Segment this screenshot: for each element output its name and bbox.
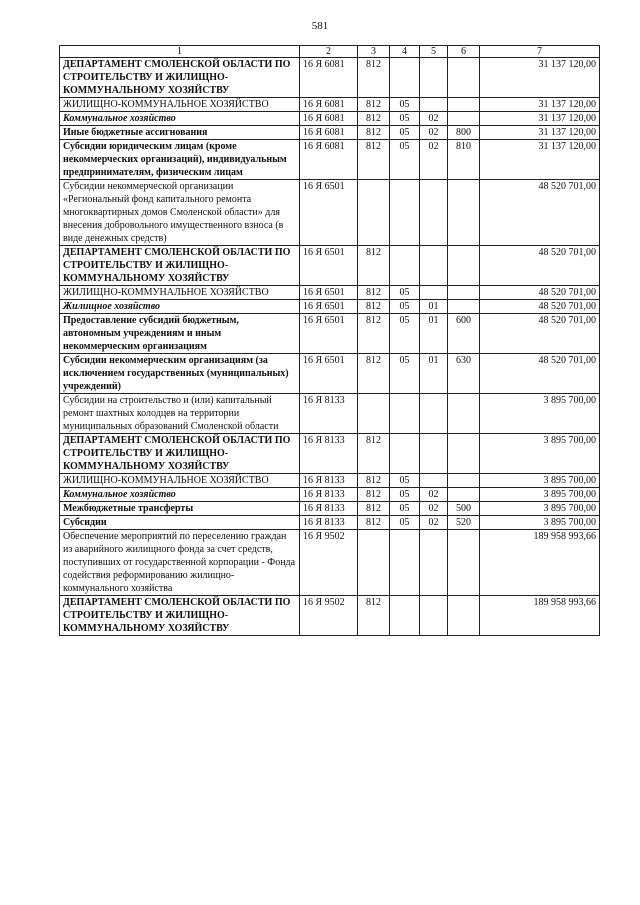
column-header: 1	[60, 46, 300, 58]
row-name-cell: Коммунальное хозяйство	[60, 112, 300, 126]
target-article-cell: 16 Я 6501	[300, 246, 358, 286]
target-article-cell: 16 Я 8133	[300, 488, 358, 502]
target-article-cell: 16 Я 8133	[300, 474, 358, 488]
ministry-code-cell: 812	[358, 488, 390, 502]
ministry-code-cell: 812	[358, 112, 390, 126]
section-code-cell	[390, 180, 420, 246]
target-article-cell: 16 Я 9502	[300, 596, 358, 636]
subsection-code-cell: 01	[420, 354, 448, 394]
ministry-code-cell: 812	[358, 314, 390, 354]
row-name-cell: ЖИЛИЩНО-КОММУНАЛЬНОЕ ХОЗЯЙСТВО	[60, 474, 300, 488]
table-row	[60, 434, 600, 474]
expense-type-cell	[448, 474, 480, 488]
section-code-cell: 05	[390, 286, 420, 300]
table-row	[60, 516, 600, 530]
target-article-cell: 16 Я 6501	[300, 286, 358, 300]
target-article-cell: 16 Я 6081	[300, 126, 358, 140]
table-row	[60, 180, 600, 246]
expense-type-cell	[448, 58, 480, 98]
amount-cell: 31 137 120,00	[480, 98, 600, 112]
subsection-code-cell: 02	[420, 488, 448, 502]
target-article-cell: 16 Я 8133	[300, 516, 358, 530]
expense-type-cell	[448, 434, 480, 474]
row-name-cell: Иные бюджетные ассигнования	[60, 126, 300, 140]
amount-cell: 3 895 700,00	[480, 502, 600, 516]
amount-cell: 48 520 701,00	[480, 314, 600, 354]
expense-type-cell	[448, 112, 480, 126]
table-row	[60, 394, 600, 434]
row-name-cell: Межбюджетные трансферты	[60, 502, 300, 516]
amount-cell: 189 958 993,66	[480, 596, 600, 636]
amount-cell: 48 520 701,00	[480, 246, 600, 286]
expense-type-cell	[448, 98, 480, 112]
section-code-cell: 05	[390, 516, 420, 530]
expense-type-cell: 600	[448, 314, 480, 354]
section-code-cell	[390, 58, 420, 98]
column-header: 5	[420, 46, 448, 58]
row-name-cell: Субсидии	[60, 516, 300, 530]
subsection-code-cell	[420, 474, 448, 488]
target-article-cell: 16 Я 6501	[300, 180, 358, 246]
subsection-code-cell: 02	[420, 112, 448, 126]
table-row	[60, 126, 600, 140]
amount-cell: 3 895 700,00	[480, 516, 600, 530]
table-row	[60, 58, 600, 98]
page-number: 581	[311, 20, 329, 32]
row-name-cell: Обеспечение мероприятий по переселению граждан из аварийного жилищного фонда за счет средств, поступивших от государственной корпорации - Фонда содействия реформированию жилищно-коммунального хозяйства	[60, 530, 300, 596]
row-name-cell: ЖИЛИЩНО-КОММУНАЛЬНОЕ ХОЗЯЙСТВО	[60, 286, 300, 300]
ministry-code-cell: 812	[358, 502, 390, 516]
subsection-code-cell	[420, 530, 448, 596]
target-article-cell: 16 Я 6081	[300, 112, 358, 126]
ministry-code-cell: 812	[358, 58, 390, 98]
table-header-row	[60, 46, 600, 58]
table-row	[60, 112, 600, 126]
amount-cell: 31 137 120,00	[480, 126, 600, 140]
subsection-code-cell: 02	[420, 502, 448, 516]
amount-cell: 48 520 701,00	[480, 354, 600, 394]
ministry-code-cell: 812	[358, 300, 390, 314]
expense-type-cell	[448, 300, 480, 314]
amount-cell: 3 895 700,00	[480, 474, 600, 488]
table-row	[60, 502, 600, 516]
target-article-cell: 16 Я 8133	[300, 502, 358, 516]
table-row	[60, 474, 600, 488]
row-name-cell: ДЕПАРТАМЕНТ СМОЛЕНСКОЙ ОБЛАСТИ ПО СТРОИТЕЛЬСТВУ И ЖИЛИЩНО-КОММУНАЛЬНОМУ ХОЗЯЙСТВУ	[60, 596, 300, 636]
expense-type-cell: 810	[448, 140, 480, 180]
section-code-cell	[390, 246, 420, 286]
ministry-code-cell: 812	[358, 434, 390, 474]
target-article-cell: 16 Я 9502	[300, 530, 358, 596]
ministry-code-cell: 812	[358, 516, 390, 530]
expense-type-cell: 500	[448, 502, 480, 516]
target-article-cell: 16 Я 6081	[300, 98, 358, 112]
section-code-cell: 05	[390, 112, 420, 126]
subsection-code-cell: 02	[420, 126, 448, 140]
amount-cell: 189 958 993,66	[480, 530, 600, 596]
section-code-cell	[390, 596, 420, 636]
subsection-code-cell	[420, 286, 448, 300]
subsection-code-cell	[420, 98, 448, 112]
column-header: 3	[358, 46, 390, 58]
section-code-cell: 05	[390, 502, 420, 516]
amount-cell: 31 137 120,00	[480, 140, 600, 180]
target-article-cell: 16 Я 6501	[300, 314, 358, 354]
subsection-code-cell	[420, 434, 448, 474]
ministry-code-cell: 812	[358, 474, 390, 488]
section-code-cell: 05	[390, 126, 420, 140]
table-row	[60, 488, 600, 502]
target-article-cell: 16 Я 8133	[300, 394, 358, 434]
target-article-cell: 16 Я 6081	[300, 140, 358, 180]
expense-type-cell: 800	[448, 126, 480, 140]
section-code-cell: 05	[390, 354, 420, 394]
target-article-cell: 16 Я 8133	[300, 434, 358, 474]
column-header: 6	[448, 46, 480, 58]
subsection-code-cell	[420, 596, 448, 636]
table-row	[60, 354, 600, 394]
table-row	[60, 300, 600, 314]
column-header: 2	[300, 46, 358, 58]
expense-type-cell: 630	[448, 354, 480, 394]
row-name-cell: Субсидии некоммерческим организациям (за исключением государственных (муниципальных) учреждений)	[60, 354, 300, 394]
subsection-code-cell: 02	[420, 516, 448, 530]
expense-type-cell	[448, 530, 480, 596]
table-row	[60, 246, 600, 286]
ministry-code-cell	[358, 530, 390, 596]
section-code-cell: 05	[390, 98, 420, 112]
budget-table	[59, 45, 600, 636]
section-code-cell: 05	[390, 314, 420, 354]
amount-cell: 31 137 120,00	[480, 58, 600, 98]
amount-cell: 3 895 700,00	[480, 394, 600, 434]
subsection-code-cell: 01	[420, 300, 448, 314]
table-row	[60, 286, 600, 300]
ministry-code-cell	[358, 180, 390, 246]
table-row	[60, 314, 600, 354]
ministry-code-cell: 812	[358, 126, 390, 140]
amount-cell: 3 895 700,00	[480, 434, 600, 474]
row-name-cell: ДЕПАРТАМЕНТ СМОЛЕНСКОЙ ОБЛАСТИ ПО СТРОИТЕЛЬСТВУ И ЖИЛИЩНО-КОММУНАЛЬНОМУ ХОЗЯЙСТВУ	[60, 434, 300, 474]
section-code-cell	[390, 530, 420, 596]
column-header: 4	[390, 46, 420, 58]
row-name-cell: ДЕПАРТАМЕНТ СМОЛЕНСКОЙ ОБЛАСТИ ПО СТРОИТЕЛЬСТВУ И ЖИЛИЩНО-КОММУНАЛЬНОМУ ХОЗЯЙСТВУ	[60, 58, 300, 98]
ministry-code-cell: 812	[358, 596, 390, 636]
subsection-code-cell	[420, 58, 448, 98]
expense-type-cell	[448, 180, 480, 246]
target-article-cell: 16 Я 6501	[300, 300, 358, 314]
subsection-code-cell	[420, 180, 448, 246]
section-code-cell	[390, 434, 420, 474]
section-code-cell	[390, 394, 420, 434]
row-name-cell: Субсидии некоммерческой организации «Региональный фонд капитального ремонта многоквартирных домов Смоленской области» для внесения добровольного имущественного взноса (в виде денежных средств)	[60, 180, 300, 246]
section-code-cell: 05	[390, 474, 420, 488]
row-name-cell: ЖИЛИЩНО-КОММУНАЛЬНОЕ ХОЗЯЙСТВО	[60, 98, 300, 112]
expense-type-cell	[448, 488, 480, 502]
ministry-code-cell: 812	[358, 246, 390, 286]
amount-cell: 31 137 120,00	[480, 112, 600, 126]
ministry-code-cell: 812	[358, 354, 390, 394]
amount-cell: 48 520 701,00	[480, 286, 600, 300]
row-name-cell: Субсидии на строительство и (или) капитальный ремонт шахтных колодцев на территории муниципальных образований Смоленской области	[60, 394, 300, 434]
row-name-cell: Предоставление субсидий бюджетным, автономным учреждениям и иным некоммерческим организациям	[60, 314, 300, 354]
section-code-cell: 05	[390, 300, 420, 314]
amount-cell: 48 520 701,00	[480, 180, 600, 246]
expense-type-cell: 520	[448, 516, 480, 530]
amount-cell: 3 895 700,00	[480, 488, 600, 502]
expense-type-cell	[448, 286, 480, 300]
ministry-code-cell: 812	[358, 98, 390, 112]
subsection-code-cell	[420, 394, 448, 434]
ministry-code-cell: 812	[358, 286, 390, 300]
expense-type-cell	[448, 246, 480, 286]
table-row	[60, 140, 600, 180]
expense-type-cell	[448, 596, 480, 636]
section-code-cell: 05	[390, 140, 420, 180]
table-row	[60, 530, 600, 596]
target-article-cell: 16 Я 6501	[300, 354, 358, 394]
subsection-code-cell	[420, 246, 448, 286]
column-header: 7	[480, 46, 600, 58]
row-name-cell: Субсидии юридическим лицам (кроме некоммерческих организаций), индивидуальным предпринимателям, физическим лицам	[60, 140, 300, 180]
row-name-cell: Коммунальное хозяйство	[60, 488, 300, 502]
subsection-code-cell: 02	[420, 140, 448, 180]
subsection-code-cell: 01	[420, 314, 448, 354]
target-article-cell: 16 Я 6081	[300, 58, 358, 98]
ministry-code-cell	[358, 394, 390, 434]
amount-cell: 48 520 701,00	[480, 300, 600, 314]
section-code-cell: 05	[390, 488, 420, 502]
table-row	[60, 596, 600, 636]
row-name-cell: Жилищное хозяйство	[60, 300, 300, 314]
table-row	[60, 98, 600, 112]
ministry-code-cell: 812	[358, 140, 390, 180]
row-name-cell: ДЕПАРТАМЕНТ СМОЛЕНСКОЙ ОБЛАСТИ ПО СТРОИТЕЛЬСТВУ И ЖИЛИЩНО-КОММУНАЛЬНОМУ ХОЗЯЙСТВУ	[60, 246, 300, 286]
expense-type-cell	[448, 394, 480, 434]
